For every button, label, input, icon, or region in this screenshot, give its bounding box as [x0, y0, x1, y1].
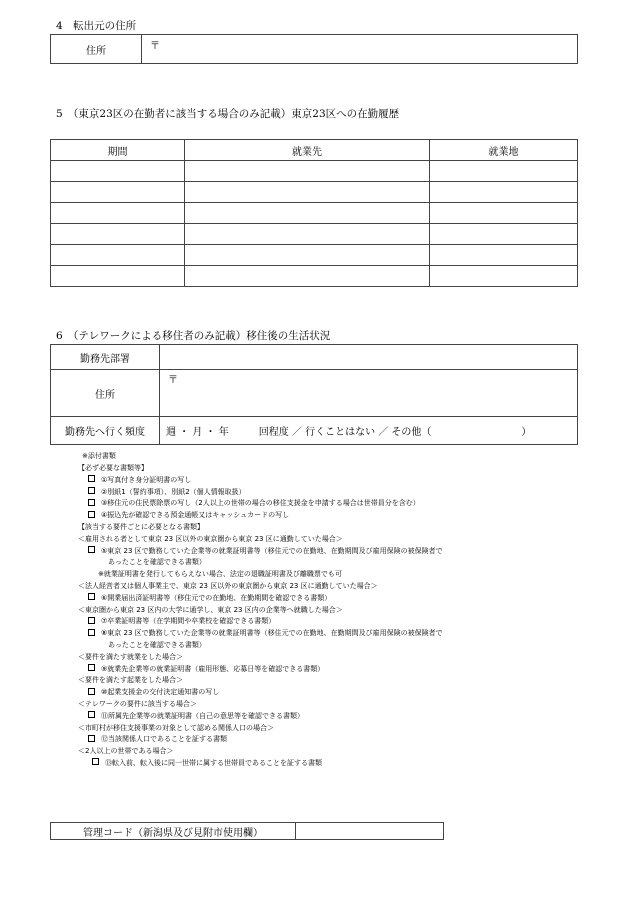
checkbox[interactable] [88, 735, 95, 742]
header-workplace: 就業先 [185, 140, 430, 161]
table-row [51, 203, 578, 224]
cond-heading: ＜東京圏から東京 23 区内の大学に通学し、東京 23 区内の企業等へ就職した場合＞ [78, 605, 343, 614]
work-location-cell[interactable] [430, 245, 578, 266]
workplace-cell[interactable] [185, 245, 430, 266]
table-row [51, 161, 578, 182]
dept-label: 勤務先部署 [51, 345, 160, 370]
postal-mark: 〒 [168, 375, 178, 386]
address-field[interactable] [160, 370, 578, 417]
work-location-cell[interactable] [430, 161, 578, 182]
checkbox[interactable] [88, 711, 95, 718]
checkbox[interactable] [88, 688, 95, 695]
mgmt-code-label: 管理コード（新潟県及び見附市使用欄） [51, 823, 296, 840]
list-item: ⑦卒業証明書等（在学期間や卒業校を確認できる書類） [78, 616, 443, 628]
origin-address-field[interactable] [142, 35, 578, 64]
checkbox[interactable] [88, 617, 95, 624]
living-status-table [50, 344, 578, 445]
mgmt-code-field[interactable] [296, 823, 444, 840]
list-item: ⑤東京 23 区で勤務していた企業等の就業証明書等（移住元での在勤地、在勤期間及び雇用保険の被保険者で [78, 546, 443, 558]
work-location-cell[interactable] [430, 203, 578, 224]
attachments-list [78, 463, 443, 770]
table-row [51, 224, 578, 245]
checkbox[interactable] [88, 546, 95, 553]
dept-field[interactable] [160, 345, 578, 370]
section5-title: 5 （東京23区の在勤者に該当する場合のみ記載）東京23区への在勤履歴 [56, 108, 400, 120]
work-location-cell[interactable] [430, 182, 578, 203]
workplace-cell[interactable] [185, 203, 430, 224]
checkbox[interactable] [88, 664, 95, 671]
table-row [51, 182, 578, 203]
required-heading: 【必ず必要な書類等】 [78, 464, 148, 472]
table-row [51, 266, 578, 287]
period-cell[interactable] [51, 266, 185, 287]
postal-mark: 〒 [150, 41, 160, 52]
header-period: 期間 [51, 140, 185, 161]
origin-address-table [50, 34, 578, 64]
period-cell[interactable] [51, 203, 185, 224]
header-work-location: 就業地 [430, 140, 578, 161]
period-cell[interactable] [51, 224, 185, 245]
list-item: ⑬転入前、転入後に同一世帯に属する世帯員であることを証する書類 [78, 758, 443, 770]
period-cell[interactable] [51, 245, 185, 266]
cond-heading: ＜雇用される者として東京 23 区以外の東京圏から東京 23 区に通勤していた場合＞ [78, 534, 343, 543]
workplace-cell[interactable] [185, 182, 430, 203]
section4-title: 4 転出元の住所 [56, 20, 137, 32]
cond-heading: ＜要件を満たす就業をした場合＞ [78, 652, 183, 661]
workplace-cell[interactable] [185, 224, 430, 245]
list-item: ⑫当該関係人口であることを証する書類 [78, 734, 443, 746]
checkbox[interactable] [88, 475, 95, 482]
checkbox[interactable] [88, 593, 95, 600]
list-item: ⑥開業届出済証明書等（移住元での在勤地、在勤期間を確認できる書類） [78, 593, 443, 605]
checkbox[interactable] [88, 511, 95, 518]
work-location-cell[interactable] [430, 266, 578, 287]
list-item: ④振込先が確認できる預金通帳又はキャッシュカードの写し [78, 510, 443, 522]
mgmt-code-table [50, 822, 444, 840]
table-row [51, 245, 578, 266]
address-label: 住所 [51, 370, 160, 417]
list-item-cont: あったことを確認できる書類） [108, 640, 206, 649]
list-item: ③移住元の住民票除票の写し（2人以上の世帯の場合の移住支援金を申請する場合は世帯員分を含む） [78, 498, 443, 510]
cond-heading: ＜市町村が移住支援事業の対象として認める関係人口の場合＞ [78, 723, 274, 732]
list-item: ⑧東京 23 区で勤務していた企業等の就業証明書等（移住元での在勤地、在勤期間及び雇用保険の被保険者で [78, 628, 443, 640]
list-item: ②別紙1（誓約事項）、別紙2（個人情報取扱） [78, 487, 443, 499]
list-item-cont: あったことを確認できる書類） [108, 558, 206, 567]
origin-address-label: 住所 [51, 35, 142, 64]
cond-heading: ＜要件を満たす起業をした場合＞ [78, 676, 183, 685]
checkbox[interactable] [88, 499, 95, 506]
list-item: ⑨就業先企業等の就業証明書（雇用形態、応募日等を確認できる書類） [78, 664, 443, 676]
work-history-table [50, 139, 578, 287]
freq-label: 勤務先へ行く頻度 [51, 417, 160, 445]
workplace-cell[interactable] [185, 161, 430, 182]
workplace-cell[interactable] [185, 266, 430, 287]
list-item: ⑪所属先企業等の就業証明書（自己の意思等を確認できる書類） [78, 711, 443, 723]
work-location-cell[interactable] [430, 224, 578, 245]
checkbox[interactable] [88, 487, 95, 494]
checkbox[interactable] [88, 629, 95, 636]
freq-field[interactable]: 週 ・ 月 ・ 年 回程度 ／ 行くことはない ／ その他（ ） [160, 417, 578, 445]
section6-title: 6 （テレワークによる移住者のみ記載）移住後の生活状況 [56, 330, 331, 342]
cond-heading: ＜2人以上の世帯である場合＞ [78, 747, 174, 756]
period-cell[interactable] [51, 161, 185, 182]
cond-heading: ＜テレワークの要件に該当する場合＞ [78, 699, 197, 708]
attachments-heading: ※添付書類 [82, 452, 116, 460]
cond-heading: ＜法人経営者又は個人事業主で、東京 23 区以外の東京圏から東京 23 区に通勤していた場合＞ [78, 581, 378, 590]
list-item: ⑩起業支援金の交付決定通知書の写し [78, 687, 443, 699]
list-item: ①写真付き身分証明書の写し [78, 475, 443, 487]
note: ※就業証明書を発行してもらえない場合、法定の退職証明書及び離職票でも可 [98, 570, 342, 579]
period-cell[interactable] [51, 182, 185, 203]
checkbox[interactable] [92, 758, 99, 765]
conditional-heading: 【該当する要件ごとに必要となる書類】 [78, 522, 204, 531]
